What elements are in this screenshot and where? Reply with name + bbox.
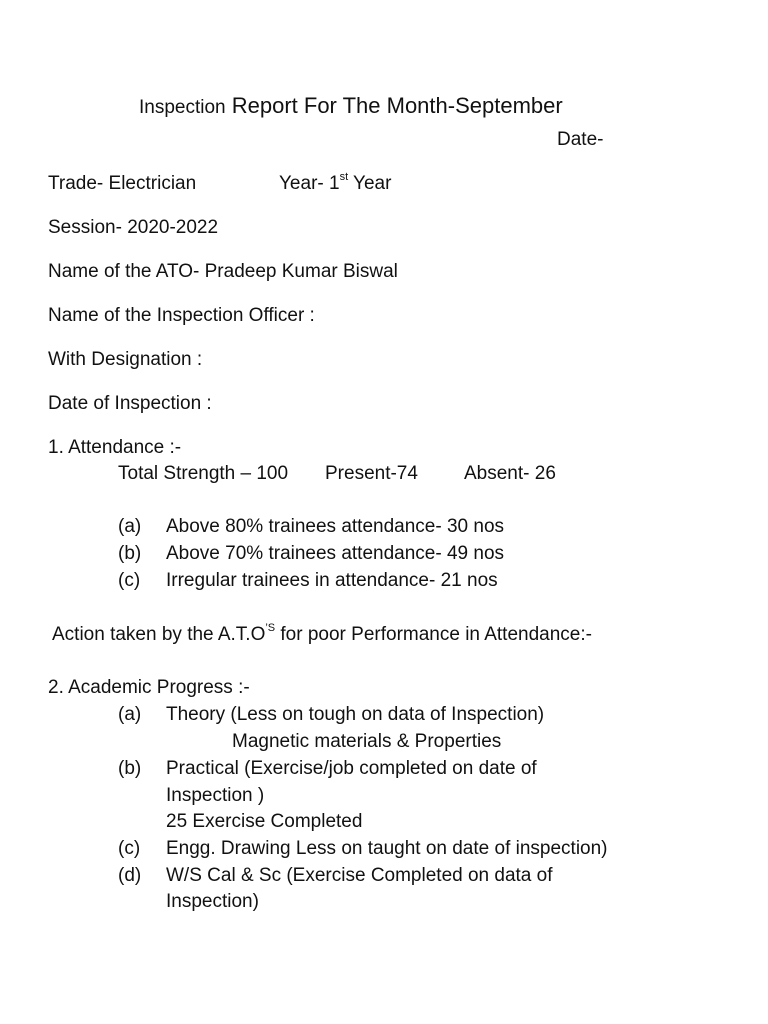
academic-item-b: [118, 759, 537, 778]
item-text: Practical (Exercise/job completed on date of: [166, 758, 537, 779]
year-label: Year- 1: [279, 173, 340, 194]
item-text: Irregular trainees in attendance- 21 nos: [166, 570, 498, 591]
item-mark: (c): [118, 570, 141, 591]
year-field: [279, 171, 392, 194]
action-prefix: Action taken by the A.T.O: [52, 624, 266, 645]
attendance-item: [118, 571, 498, 590]
action-sup: ’S: [265, 622, 276, 634]
item-text: Above 80% trainees attendance- 30 nos: [166, 516, 505, 537]
attendance-item: [118, 544, 504, 563]
item-text: Engg. Drawing Less on taught on date of inspection): [166, 838, 608, 859]
attendance-absent: Absent- 26: [464, 463, 556, 484]
session-field: Session- 2020-2022: [48, 217, 219, 238]
academic-heading: 2. Academic Progress :-: [48, 677, 250, 698]
designation-field: With Designation :: [48, 349, 203, 370]
item-text: Above 70% trainees attendance- 49 nos: [166, 543, 505, 564]
item-text: W/S Cal & Sc (Exercise Completed on data of: [166, 865, 553, 886]
item-mark: (a): [118, 704, 142, 725]
academic-item-d-cont: Inspection): [166, 891, 259, 912]
title-prefix: Inspection: [139, 97, 226, 118]
trade-field: Trade- Electrician: [48, 173, 197, 194]
attendance-total: Total Strength – 100: [118, 463, 289, 484]
item-mark: (a): [118, 516, 142, 537]
academic-item-a: [118, 705, 544, 724]
action-suffix: for poor Performance in Attendance:-: [275, 624, 592, 645]
item-mark: (b): [118, 758, 142, 779]
page-title: [139, 95, 563, 117]
ato-name-field: Name of the ATO- Pradeep Kumar Biswal: [48, 261, 398, 282]
year-suffix: Year: [348, 173, 392, 194]
academic-item-c: [118, 839, 608, 858]
academic-item-a-sub: Magnetic materials & Properties: [232, 731, 502, 752]
item-mark: (c): [118, 838, 141, 859]
academic-item-d: [118, 866, 553, 885]
item-text: Theory (Less on tough on data of Inspection): [166, 704, 545, 725]
attendance-heading: 1. Attendance :-: [48, 437, 182, 458]
year-sup: st: [339, 171, 349, 183]
item-mark: (d): [118, 865, 142, 886]
action-line: [52, 622, 592, 645]
academic-item-b-cont: Inspection ): [166, 785, 265, 806]
attendance-present: Present-74: [325, 463, 418, 484]
date-label: Date-: [557, 129, 604, 150]
academic-item-b-sub: 25 Exercise Completed: [166, 811, 363, 832]
attendance-item: [118, 517, 504, 536]
title-rest: Report For The Month-September: [225, 93, 563, 118]
item-mark: (b): [118, 543, 142, 564]
inspection-date-field: Date of Inspection :: [48, 393, 212, 414]
inspection-officer-field: Name of the Inspection Officer :: [48, 305, 315, 326]
